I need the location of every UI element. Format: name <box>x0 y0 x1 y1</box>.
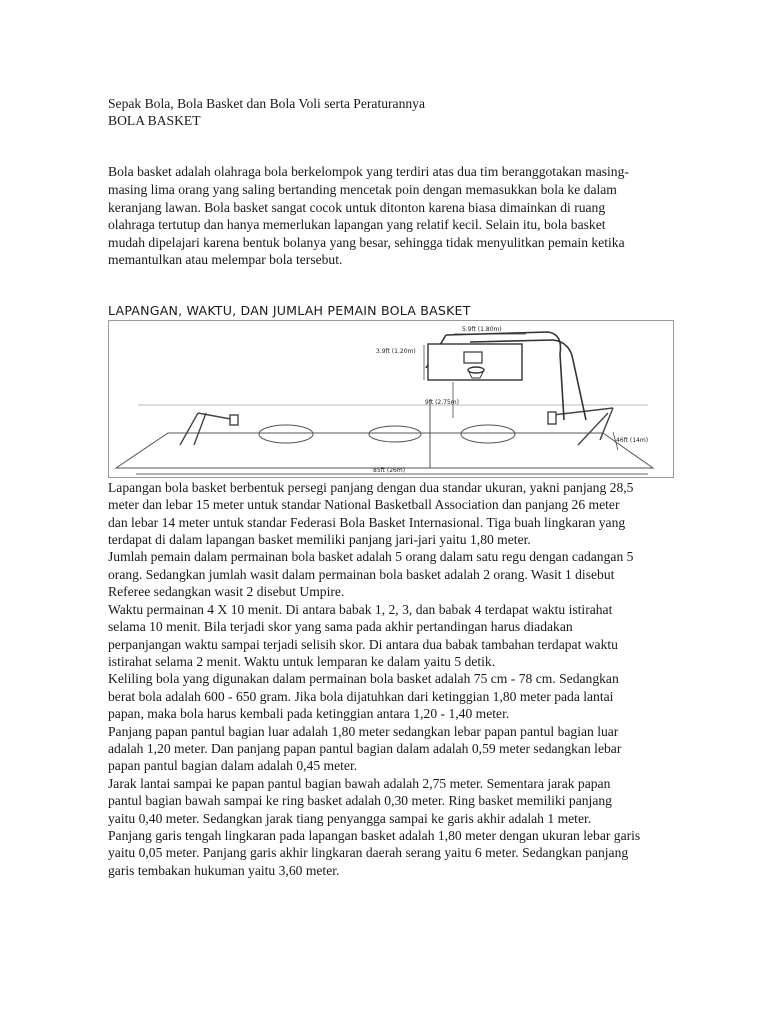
paragraph-line: Referee sedangkan wasit 2 disebut Umpire. <box>108 584 345 599</box>
paragraph-line: mudah dipelajari karena bentuk bolanya yang besar, sehingga tidak menyulitkan pemain ketika <box>108 235 625 250</box>
rim-height-label: 9ft (2.75m) <box>425 399 459 406</box>
court-width-label: 46ft (14m) <box>616 437 649 444</box>
paragraph-line: selama 10 menit. Bila terjadi skor yang sama pada akhir pertandingan harus diadakan <box>108 619 573 634</box>
paragraph-line: istirahat selama 2 menit. Waktu untuk lemparan ke dalam yaitu 5 detik. <box>108 654 496 669</box>
paragraph-line: Waktu permainan 4 X 10 menit. Di antara babak 1, 2, 3, dan babak 4 terdapat waktu istirahat <box>108 602 613 617</box>
court-diagram <box>108 320 674 478</box>
paragraph-line: perpanjangan waktu sampai terjadi selisih skor. Di antara dua babak tambahan terdapat waktu <box>108 637 618 652</box>
paragraph-line: olahraga tertutup dan hanya memerlukan lapangan yang relatif kecil. Selain itu, bola basket <box>108 217 606 232</box>
board-width-label: 5.9ft (1.80m) <box>462 326 502 333</box>
paragraph-line: Lapangan bola basket berbentuk persegi panjang dengan dua standar ukuran, yakni panjang 28,5 <box>108 480 634 495</box>
paragraph-line: meter dan lebar 15 meter untuk standar National Basketball Association dan panjang 26 meter <box>108 497 620 512</box>
paragraph-line: masing lima orang yang saling bertanding mencetak poin dengan memasukkan bola ke dalam <box>108 182 617 197</box>
paragraph-line: memantulkan atau melempar bola tersebut. <box>108 252 343 267</box>
paragraph-line: Bola basket adalah olahraga bola berkelompok yang terdiri atas dua tim beranggotakan masing- <box>108 164 629 179</box>
paragraph-line: papan, maka bola harus kembali pada ketinggian antara 1,20 - 1,40 meter. <box>108 706 510 721</box>
paragraph-line: Keliling bola yang digunakan dalam permainan bola basket adalah 75 cm - 78 cm. Sedangkan <box>108 671 619 686</box>
paragraph-line: terdapat di dalam lapangan basket memiliki panjang jari-jari yaitu 1,80 meter. <box>108 532 531 547</box>
document-title: Sepak Bola, Bola Basket dan Bola Voli serta Peraturannya <box>108 96 425 111</box>
paragraph-line: yaitu 0,40 meter. Sedangkan jarak tiang penyangga sampai ke garis akhir adalah 1 meter. <box>108 811 592 826</box>
paragraph-line: dan lebar 14 meter untuk standar Federasi Bola Basket Internasional. Tiga buah lingkaran yang <box>108 515 626 530</box>
paragraph-line: Jumlah pemain dalam permainan bola basket adalah 5 orang dalam satu regu dengan cadangan 5 <box>108 549 634 564</box>
subheading: LAPANGAN, WAKTU, DAN JUMLAH PEMAIN BOLA BASKET <box>108 303 471 318</box>
board-height-label: 3.9ft (1.20m) <box>376 348 416 355</box>
court-length-label: 85ft (26m) <box>373 467 406 474</box>
paragraph-line: berat bola adalah 600 - 650 gram. Jika bola dijatuhkan dari ketinggian 1,80 meter pada lantai <box>108 689 614 704</box>
paragraph-line: pantul bagian bawah sampai ke ring basket adalah 0,30 meter. Ring basket memiliki panjang <box>108 793 612 808</box>
figure-border <box>109 321 674 478</box>
paragraph-line: Jarak lantai sampai ke papan pantul bagian bawah adalah 2,75 meter. Sementara jarak papan <box>108 776 611 791</box>
paragraph-line: keranjang lawan. Bola basket sangat cocok untuk ditonton karena biasa dimainkan di ruang <box>108 200 606 215</box>
paragraph-line: Panjang garis tengah lingkaran pada lapangan basket adalah 1,80 meter dengan ukuran lebar garis <box>108 828 641 843</box>
paragraph-line: Panjang papan pantul bagian luar adalah 1,80 meter sedangkan lebar papan pantul bagian luar <box>108 724 619 739</box>
paragraph-line: yaitu 0,05 meter. Panjang garis akhir lingkaran daerah serang yaitu 6 meter. Sedangkan panjang <box>108 845 629 860</box>
paragraph-line: papan pantul bagian dalam adalah 0,45 meter. <box>108 758 358 773</box>
paragraph-line: adalah 1,20 meter. Dan panjang papan pantul bagian dalam adalah 0,59 meter sedangkan lebar <box>108 741 622 756</box>
paragraph-line: orang. Sedangkan jumlah wasit dalam permainan bola basket adalah 2 orang. Wasit 1 disebut <box>108 567 615 582</box>
section-heading: BOLA BASKET <box>108 113 201 128</box>
paragraph-line: garis tembakan hukuman yaitu 3,60 meter. <box>108 863 340 878</box>
